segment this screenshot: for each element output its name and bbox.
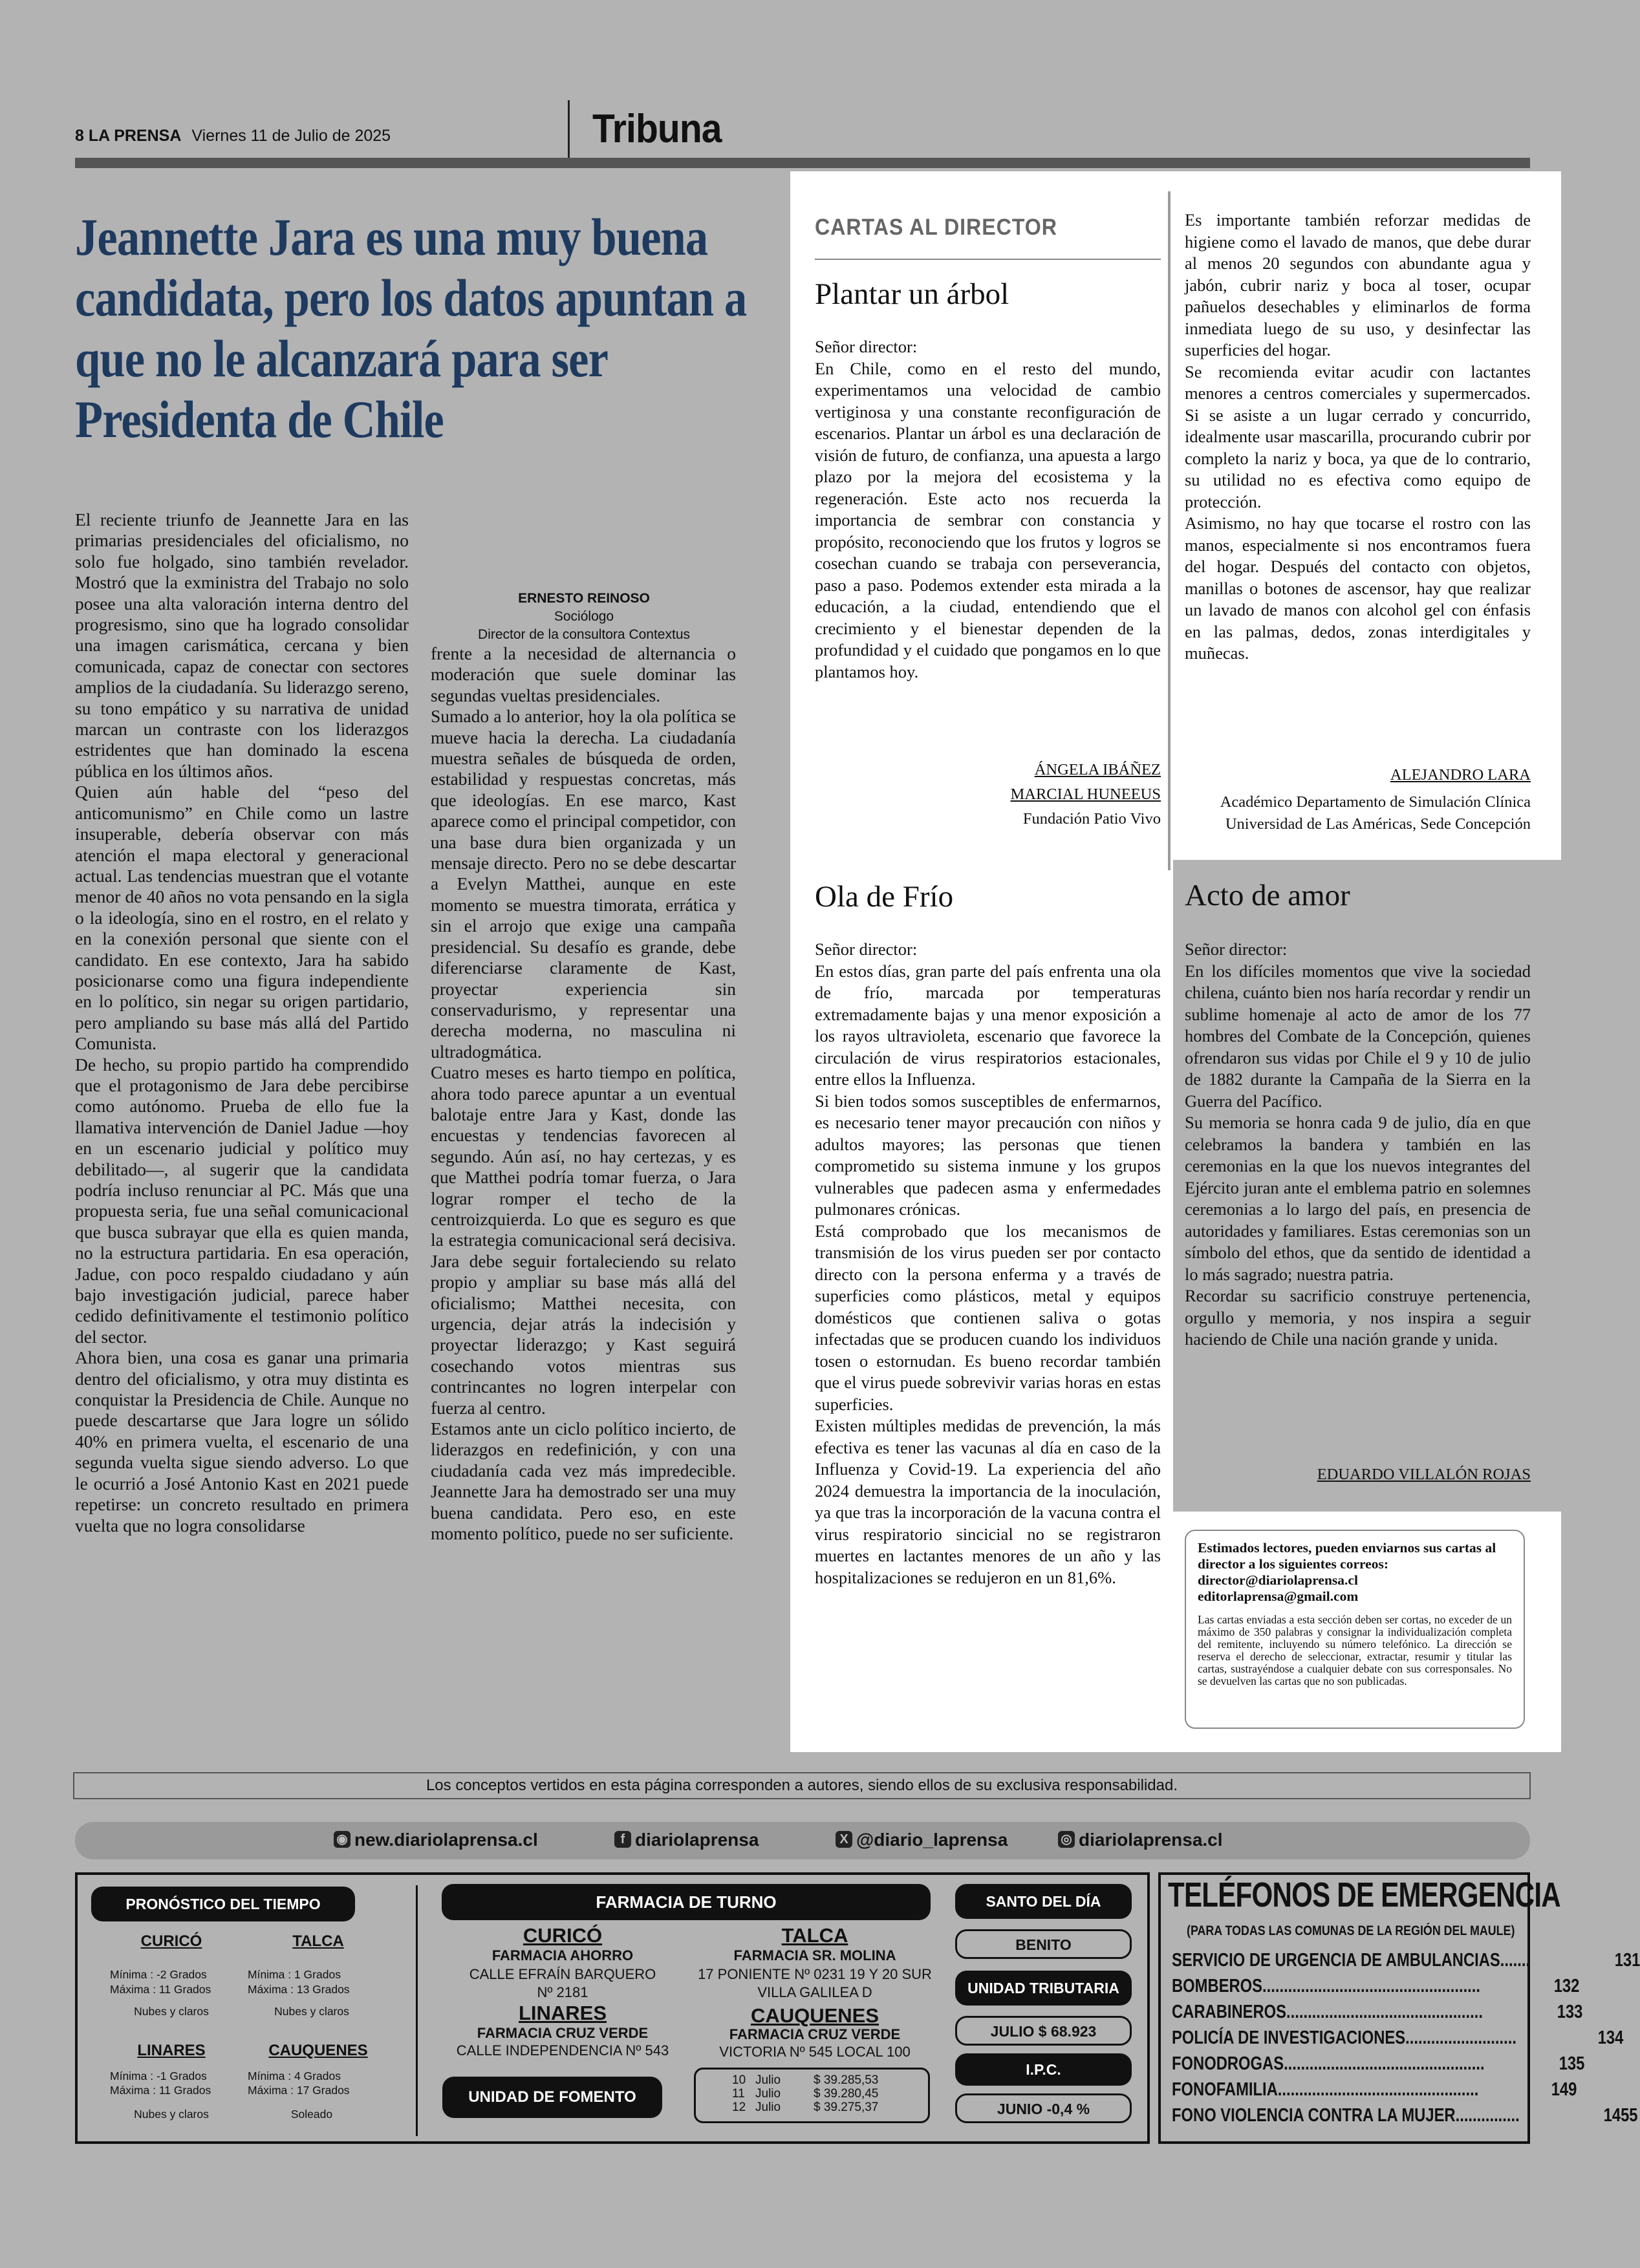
emergency-row: FONO VIOLENCIA CONTRA LA MUJER............... 1455 xyxy=(1172,2105,1638,2126)
emergency-row: FONODROGAS............................................... 135 xyxy=(1172,2053,1585,2074)
author-role: Sociólogo xyxy=(554,609,614,624)
weather-title: PRONÓSTICO DEL TIEMPO xyxy=(91,1887,355,1921)
emergency-row: SERVICIO DE URGENCIA DE AMBULANCIAS....... 131 xyxy=(1172,1950,1640,1971)
letter-title: Acto de amor xyxy=(1185,879,1350,912)
letter-signature xyxy=(1185,759,1531,835)
emergency-row: BOMBEROS................................................... 132 xyxy=(1172,1976,1580,1996)
social-facebook[interactable] xyxy=(614,1830,759,1850)
letter-body xyxy=(815,939,1161,1589)
letter-body xyxy=(815,336,1161,683)
letter-paragraph: En los difíciles momentos que vive la sociedad chilena, cuánto bien nos haría recordar y rendir un sublime homenaje al acto de amor de los 77 hombres del Combate de la Concepción, quienes ofrendaron sus vidas por Chile el 9 y 10 de julio de 1882 durante la Campaña de la Sierra en la Guerra del Pacífico. xyxy=(1185,961,1531,1111)
pharmacy-address: VILLA GALILEA D xyxy=(757,1984,872,2000)
letter-title: Ola de Frío xyxy=(815,880,954,914)
letters-section-title: CARTAS AL DIRECTOR xyxy=(815,215,1057,240)
signer-affiliation: Fundación Patio Vivo xyxy=(1022,810,1161,828)
services-divider xyxy=(416,1885,418,2136)
signer-name: EDUARDO VILLALÓN ROJAS xyxy=(1317,1466,1531,1483)
letters-notice xyxy=(1185,1530,1525,1729)
fomento-row: 10 Julio $ 39.285,53 xyxy=(732,2073,879,2087)
notice-email[interactable]: director@diariolaprensa.cl xyxy=(1198,1572,1358,1588)
social-facebook-label: diariolaprensa xyxy=(635,1830,759,1850)
letter-paragraph: Recordar su sacrificio construye pertenencia, orgullo y memoria, y nos inspira a seguir haciendo de Chile una nación grande y unida. xyxy=(1185,1286,1531,1349)
article-column-1 xyxy=(75,509,409,1536)
fomento-label: UNIDAD DE FOMENTO xyxy=(442,2077,662,2118)
weather-condition: Soleado xyxy=(290,2108,333,2121)
utm-value: JULIO $ 68.923 xyxy=(955,2016,1132,2046)
pharmacy-title: FARMACIA DE TURNO xyxy=(442,1884,931,1920)
letter-body xyxy=(1185,209,1531,665)
issue-date: Viernes 11 de Julio de 2025 xyxy=(191,127,391,145)
signer-affiliation: Universidad de Las Américas, Sede Concepción xyxy=(1225,815,1531,833)
social-x-label: @diario_laprensa xyxy=(856,1830,1008,1850)
article-headline: Jeannette Jara es una muy buena candidata, pero los datos apuntan a que no le alcanzará para ser Presidenta de Chile xyxy=(75,208,747,449)
social-instagram-label: diariolaprensa.cl xyxy=(1079,1830,1223,1850)
letters-divider xyxy=(1168,191,1171,870)
weather-condition: Nubes y claros xyxy=(274,2005,349,2018)
weather-max: Máxima : 17 Grados xyxy=(248,2084,350,2097)
pharmacy-city: LINARES xyxy=(518,2002,607,2024)
letter-salutation: Señor director: xyxy=(815,337,918,356)
weather-max: Máxima : 11 Grados xyxy=(110,1983,211,1996)
fomento-table xyxy=(694,2068,930,2123)
pharmacy-name: FARMACIA CRUZ VERDE xyxy=(729,2026,901,2042)
pharmacy-city: CURICÓ xyxy=(523,1924,603,1947)
signer-affiliation: Académico Departamento de Simulación Clínica xyxy=(1220,793,1531,811)
notice-heading: Estimados lectores, pueden enviarnos sus cartas al director a los siguientes correos: xyxy=(1198,1540,1496,1572)
letter-signature xyxy=(815,758,1161,831)
signer-name: MARCIAL HUNEEUS xyxy=(1010,786,1161,803)
santo-label: SANTO DEL DÍA xyxy=(955,1884,1132,1919)
letter-paragraph: Si bien todos somos susceptibles de enfermarnos, es necesario tener mayor precaución con niños y adultos mayores; las personas que tienen comprometido su sistema inmune y los grupos vulnerables que padecen asma y enfermedades pulmonares crónicas. xyxy=(815,1091,1161,1219)
fomento-row: 12 Julio $ 39.275,37 xyxy=(732,2101,879,2114)
social-bar xyxy=(75,1822,1530,1859)
santo-value: BENITO xyxy=(955,1929,1132,1959)
signer-name: ÁNGELA IBÁÑEZ xyxy=(1034,761,1161,778)
globe-icon: ◉ xyxy=(334,1831,351,1848)
article-paragraph: Estamos ante un ciclo político incierto, de liderazgos en redefinición, y con una ciudadanía cada vez más impredecible. Jeannette Jara ha demostrado ser una muy buena candidata. Pero eso, en este momento político, puede no ser suficiente. xyxy=(431,1418,736,1544)
pharmacy-address: CALLE INDEPENDENCIA Nº 543 xyxy=(456,2042,669,2059)
pharmacy-name: FARMACIA SR. MOLINA xyxy=(733,1947,896,1963)
ipc-label: I.P.C. xyxy=(955,2053,1132,2086)
pharmacy-address: CALLE EFRAÍN BARQUERO xyxy=(469,1966,656,1982)
social-instagram[interactable] xyxy=(1058,1830,1223,1850)
ipc-value: JUNIO -0,4 % xyxy=(955,2093,1132,2123)
fomento-row: 11 Julio $ 39.280,45 xyxy=(732,2087,879,2101)
letter-paragraph: Existen múltiples medidas de prevención, la más efectiva es tener las vacunas al día en caso de la Influenza y Covid-19. La experiencia del año 2024 demuestra la importancia de la inoculación, ya que tras la incorporación de la vacuna contra el virus respiratorio sincicial no se registraron muertes en lactantes menores de un año y las hospitalizaciones se redujeron en un 81,6%. xyxy=(815,1416,1161,1587)
section-title: Tribuna xyxy=(592,107,722,151)
letter-salutation: Señor director: xyxy=(815,939,918,959)
page-number: 8 xyxy=(75,127,84,145)
signer-name: ALEJANDRO LARA xyxy=(1390,766,1531,784)
facebook-icon: f xyxy=(614,1831,631,1848)
article-paragraph: El reciente triunfo de Jeannette Jara en las primarias presidenciales del oficialismo, no solo fue holgado, sino también revelador. Mostró que la exministra del Trabajo no solo posee una alta valoración interna dentro del progresismo, sino que ha logrado consolidar una imagen carismática, cercana y bien comunicada, capaz de conectar con sectores amplios de la ciudadanía. Su liderazgo sereno, su tono empático y su narrativa de unidad marcan un contraste con los liderazgos estridentes que han dominado la escena pública en los últimos años. xyxy=(75,509,409,781)
article-column-2 xyxy=(431,643,736,1544)
utm-label: UNIDAD TRIBUTARIA xyxy=(955,1971,1132,2006)
author-title: Director de la consultora Contextus xyxy=(478,627,690,642)
pharmacy-address: 17 PONIENTE Nº 0231 19 Y 20 SUR xyxy=(698,1966,932,1982)
pharmacy-address: Nº 2181 xyxy=(537,1984,588,2000)
emergency-subtitle: (PARA TODAS LAS COMUNAS DE LA REGIÓN DEL MAULE) xyxy=(1187,1923,1515,1938)
x-icon: X xyxy=(836,1831,852,1848)
notice-text: Las cartas enviadas a esta sección deben ser cortas, no exceder de un máximo de 350 palabras y consignar la individualización completa del remitente, incluyendo su número telefónico. La dirección se reserva el derecho de seleccionar, extractar, resumir y titular las cartas, sustrayéndose a cualquier debate con sus corresponsales. No se devuelven las cartas que no son publicadas. xyxy=(1198,1613,1512,1687)
weather-city: TALCA xyxy=(292,1932,344,1950)
weather-min: Mínima : 4 Grados xyxy=(248,2070,341,2082)
letter-signature xyxy=(1185,1462,1531,1487)
header-divider xyxy=(568,100,570,158)
letter-paragraph: Es importante también reforzar medidas de higiene como el lavado de manos, que debe durar al menos 20 segundos con abundante agua y jabón, cubrir nariz y boca al toser, ocupar pañuelos desechables y eliminarlos de forma inmediata luego de su uso, y desinfectar las superficies del hogar. xyxy=(1185,210,1531,359)
paper-name: LA PRENSA xyxy=(88,127,181,145)
notice-email[interactable]: editorlaprensa@gmail.com xyxy=(1198,1589,1359,1604)
weather-condition: Nubes y claros xyxy=(134,2108,209,2121)
article-paragraph: Ahora bien, una cosa es ganar una primaria dentro del oficialismo, y otra muy distinta es conquistar la Presidencia de Chile. Aunque no puede descartarse que Jara logre un sólido 40% en primera vuelta, el escenario de una segunda vuelta sigue siendo adverso. Lo que le ocurrió a José Antonio Kast en 2021 puede repetirse: un concreto resultado en primera vuelta que no logra consolidarse xyxy=(75,1347,409,1535)
letter-paragraph: Se recomienda evitar acudir con lactantes menores a centros comerciales y supermercados. Si se asiste a un lugar cerrado y concurrido, idealmente usar mascarilla, procurando cubrir por completo la nariz y boca, ya que de lo contrario, su utilidad no es efectiva como equipo de protección. xyxy=(1185,361,1531,511)
weather-min: Mínima : -2 Grados xyxy=(110,1968,207,1981)
disclaimer: Los conceptos vertidos en esta página corresponden a autores, siendo ellos de su exclusiva responsabilidad. xyxy=(73,1772,1531,1799)
social-web[interactable] xyxy=(334,1830,538,1850)
letter-paragraph: Su memoria se honra cada 9 de julio, día en que celebramos la bandera y también en las ceremonias en la que los nuevos integrantes del Ejército juran ante el emblema patrio en solemnes ceremonias a lo largo del país, en presencia de autoridades y familiares. Estas ceremonias son un símbolo del ethos, que da sentido de identidad a lo más sagrado; nuestra patria. xyxy=(1185,1113,1531,1284)
letter-paragraph: Asimismo, no hay que tocarse el rostro con las manos, especialmente si nos encontramos fuera del hogar. Después del contacto con objetos, manillas o botones de ascensor, hay que realizar un lavado de manos con alcohol gel con énfasis en las palmas, dedos, zonas interdigitales y muñecas. xyxy=(1185,513,1531,663)
pharmacy-name: FARMACIA CRUZ VERDE xyxy=(477,2025,649,2041)
emergency-row: FONOFAMILIA............................................... 149 xyxy=(1172,2079,1577,2100)
article-paragraph: Quien aún hable del “peso del anticomunismo” en Chile como un lastre insuperable, debería observar con más atención el mapa electoral y generacional actual. Las tendencias muestran que el votante menor de 40 años no vota pensando en la sigla o la ideología, sino en el rostro, en el relato y en la conexión personal que siente con el candidato. En ese contexto, Jara ha sabido posicionarse como una figura independiente en lo político, sin negar su origen partidario, pero ampliando su base más allá del Partido Comunista. xyxy=(75,782,409,1054)
page-header-left xyxy=(75,127,391,145)
weather-condition: Nubes y claros xyxy=(134,2005,209,2018)
emergency-row: CARABINEROS.............................................. 133 xyxy=(1172,2002,1582,2022)
pharmacy-city: TALCA xyxy=(781,1924,848,1947)
weather-city: CAUQUENES xyxy=(268,2042,368,2059)
emergency-title: TELÉFONOS DE EMERGENCIA xyxy=(1168,1876,1560,1914)
pharmacy-name: FARMACIA AHORRO xyxy=(491,1947,634,1963)
weather-max: Máxima : 13 Grados xyxy=(248,1983,350,1996)
letter-title: Plantar un árbol xyxy=(815,277,1009,311)
weather-city: CURICÓ xyxy=(140,1932,202,1950)
social-web-label: new.diariolaprensa.cl xyxy=(354,1830,538,1850)
article-paragraph: De hecho, su propio partido ha comprendido que el protagonismo de Jara debe percibirse como autónomo. Prueba de ello fue la llamativa intervención de Daniel Jadue —hoy en un escenario judicial y político muy debilitado—, al sugerir que la candidata podría incluso renunciar al PC. Más que una propuesta seria, fue una señal comunicacional que busca subrayar que ella es quien manda, no la estructura partidaria. En esa operación, Jadue, con poco respaldo ciudadano y aún bajo investigación judicial, parece haber cedido definitivamente el testimonio político del sector. xyxy=(75,1054,409,1347)
letter-paragraph: En estos días, gran parte del país enfrenta una ola de frío, marcada por temperaturas extremadamente bajas y una menor exposición a los rayos ultravioleta, escenario que favorece la circulación de virus respiratorios estacionales, entre ellos la Influenza. xyxy=(815,961,1161,1089)
author-name: ERNESTO REINOSO xyxy=(518,591,650,606)
social-x[interactable] xyxy=(836,1830,1008,1850)
header-rule xyxy=(75,158,1530,168)
letter-salutation: Señor director: xyxy=(1185,939,1288,959)
letter-paragraph: En Chile, como en el resto del mundo, experimentamos una velocidad de cambio vertiginosa y una constante reconfiguración de escenarios. Plantar un árbol es una declaración de visión de futuro, de confianza, una apuesta a largo plazo por la mejora del ecosistema y la regeneración. Este acto nos recuerda la importancia de sembrar con constancia y propósito, reconociendo que los frutos y logros se cosechan cuando se trabaja con perseverancia, paso a paso. Podemos extender esta mirada a la educación, a la ciudad, entendiendo que el crecimiento y el bienestar dependen de la profundidad y el cuidado que pongamos en lo que plantamos hoy. xyxy=(815,358,1161,681)
letters-title-rule xyxy=(815,259,1161,260)
article-paragraph: Cuatro meses es harto tiempo en política, ahora todo parece apuntar a un eventual balotaje entre Jara y Kast, donde las encuestas y tendencias favorecen al segundo. Aún así, no hay certezas, y es que Matthei podría tomar fuerza, o Jara lograr romper el techo de la centroizquierda. Lo que es seguro es que la estrategia comunicacional será decisiva. Jara debe seguir fortaleciendo su relato propio y ampliar su base más allá del oficialismo; Matthei necesita, con urgencia, dejar atrás la indecisión y proyectar liderazgo; y Kast seguirá cosechando votos mientras sus contrincantes no logren interpelar con fuerza al centro. xyxy=(431,1062,736,1418)
weather-min: Mínima : 1 Grados xyxy=(248,1968,341,1981)
letter-paragraph: Está comprobado que los mecanismos de transmisión de los virus pueden ser por contacto directo con la persona enferma y a través de superficies como plásticos, metal y equipos domésticos que contienen saliva o gotas infectadas que se producen cuando los individuos tosen o estornudan. Es bueno recordar también que el virus puede sobrevivir varias horas en estas superficies. xyxy=(815,1221,1161,1414)
emergency-row: POLICÍA DE INVESTIGACIONES.......................... 134 xyxy=(1172,2027,1624,2048)
article-paragraph: Sumado a lo anterior, hoy la ola política se mueve hacia la derecha. La ciudadanía muestra señales de búsqueda de orden, estabilidad y respuestas concretas, más que ideologías. En ese marco, Kast aparece como el principal competidor, con una base dura bien organizada y un mensaje directo. Pero no se debe descartar a Evelyn Matthei, aunque en este momento se muestra timorata, errática y sin el arrojo que exige una campaña presidencial. Su desafío es grande, debe diferenciarse claramente de Kast, proyectar experiencia sin conservadurismo, y representar una derecha moderna, no masculina ni ultradogmática. xyxy=(431,706,736,1062)
article-paragraph: frente a la necesidad de alternancia o moderación que suele dominar las segundas vueltas presidenciales. xyxy=(431,643,736,705)
article-byline xyxy=(432,590,736,644)
letter-body xyxy=(1185,939,1531,1351)
pharmacy-city: CAUQUENES xyxy=(750,2004,879,2027)
weather-min: Mínima : -1 Grados xyxy=(110,2070,207,2082)
pharmacy-address: VICTORIA Nº 545 LOCAL 100 xyxy=(719,2044,911,2060)
weather-city: LINARES xyxy=(137,2042,206,2059)
weather-max: Máxima : 11 Grados xyxy=(110,2084,211,2097)
instagram-icon: ◎ xyxy=(1058,1831,1075,1848)
